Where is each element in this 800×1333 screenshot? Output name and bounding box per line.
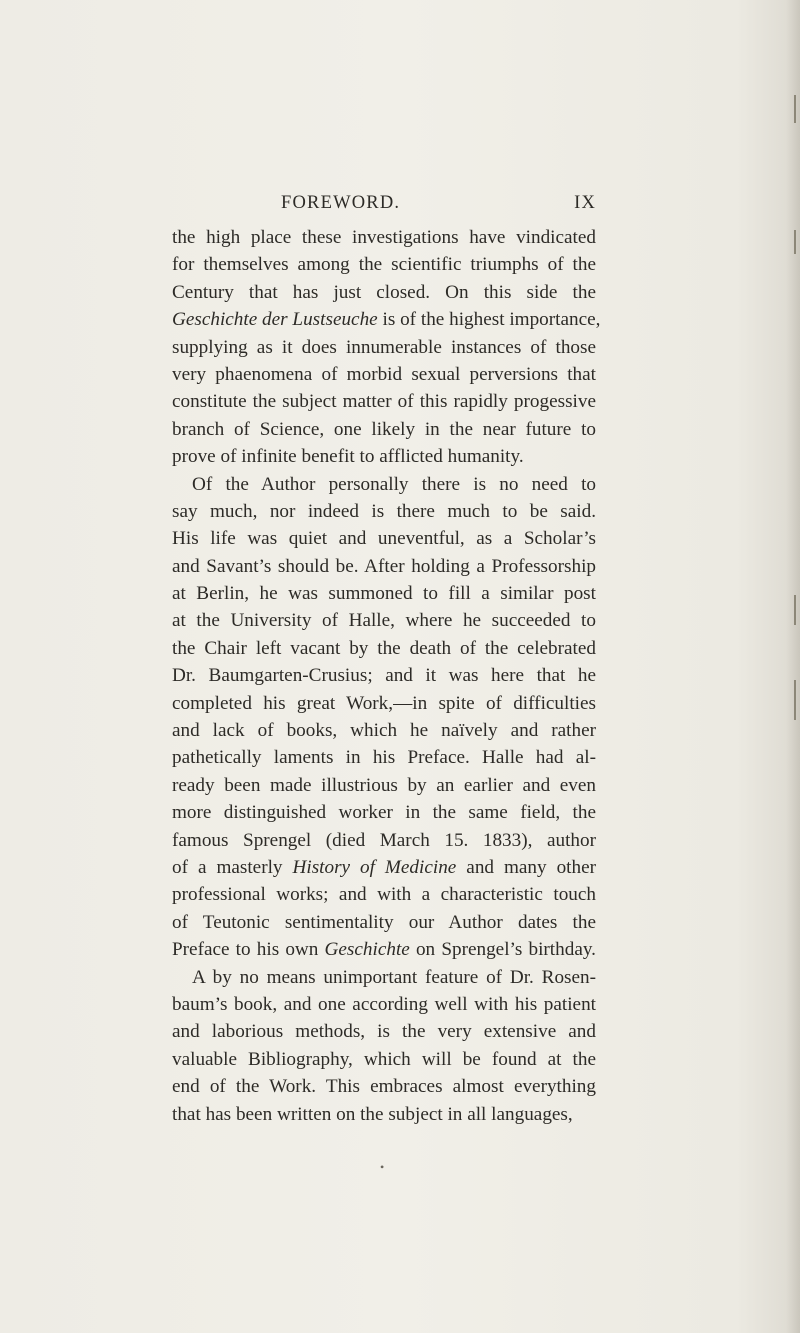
italic-title: History of Medicine: [292, 856, 457, 878]
text-line: valuable Bibliography, which will be found at the: [172, 1048, 596, 1070]
text-line: more distinguished worker in the same field, the: [172, 802, 596, 824]
text-line: His life was quiet and uneventful, as a Scholar’s: [172, 528, 596, 550]
page-edge-shadow: [786, 0, 800, 1333]
text-line: Century that has just closed. On this side the: [172, 281, 596, 303]
margin-mark: [794, 230, 796, 254]
text-line: and lack of books, which he naïvely and rather: [172, 720, 596, 742]
text-line: and laborious methods, is the very extensive and: [172, 1021, 596, 1043]
text-line: A by no means unimportant feature of Dr. Rosen-: [192, 966, 596, 988]
text-line: constitute the subject matter of this rapidly progessive: [172, 391, 596, 413]
text-line: at Berlin, he was summoned to fill a similar post: [172, 583, 596, 605]
text-line: Dr. Baumgarten-Crusius; and it was here that he: [172, 665, 596, 687]
text-line: [172, 854, 596, 881]
italic-title: Geschichte der Lustseuche: [172, 309, 378, 331]
text-line: completed his great Work,—in spite of difficulties: [172, 692, 596, 714]
text-segment: of a masterly: [172, 856, 293, 878]
text-line: ready been made illustrious by an earlier and even: [172, 774, 596, 796]
page-header: [281, 193, 596, 217]
margin-mark: [794, 680, 796, 720]
text-line: the Chair left vacant by the death of the celebrated: [172, 637, 596, 659]
text-segment: on Sprengel’s birthday.: [409, 939, 596, 961]
text-segment: and many other: [456, 856, 597, 878]
text-line: that has been written on the subject in all languages,: [172, 1103, 573, 1125]
body-text: [172, 224, 601, 1128]
text-line: of Teutonic sentimentality our Author dates the: [172, 911, 596, 933]
text-line: [172, 936, 596, 963]
signature-mark: •: [380, 1160, 385, 1174]
text-line: at the University of Halle, where he succeeded to: [172, 610, 596, 632]
page-number: IX: [574, 193, 596, 213]
text-line: for themselves among the scientific triumphs of the: [172, 254, 596, 276]
text-line: baum’s book, and one according well with his patient: [172, 993, 596, 1015]
text-line: branch of Science, one likely in the near future to: [172, 418, 596, 440]
text-line: pathetically laments in his Preface. Halle had al-: [172, 747, 596, 769]
italic-title: Geschichte: [324, 939, 410, 961]
text-line: the high place these investigations have vindicated: [172, 227, 596, 248]
margin-mark: [794, 595, 796, 625]
running-head: FOREWORD.: [281, 193, 401, 213]
text-line: supplying as it does innumerable instances of those: [172, 336, 596, 358]
text-line: say much, nor indeed is there much to be said.: [172, 500, 596, 522]
text-line: end of the Work. This embraces almost everything: [172, 1076, 596, 1098]
text-segment: is of the highest importance,: [377, 309, 601, 331]
text-line: professional works; and with a characteristic touch: [172, 884, 596, 906]
text-line: very phaenomena of morbid sexual perversions that: [172, 363, 596, 385]
text-line: prove of infinite benefit to afflicted humanity.: [172, 446, 524, 468]
text-line: Of the Author personally there is no need to: [192, 473, 596, 495]
text-segment: Preface to his own: [172, 939, 325, 961]
text-line: and Savant’s should be. After holding a Professorship: [172, 555, 596, 577]
text-line: [172, 306, 601, 333]
margin-mark: [794, 95, 796, 123]
text-line: famous Sprengel (died March 15. 1833), author: [172, 829, 596, 851]
